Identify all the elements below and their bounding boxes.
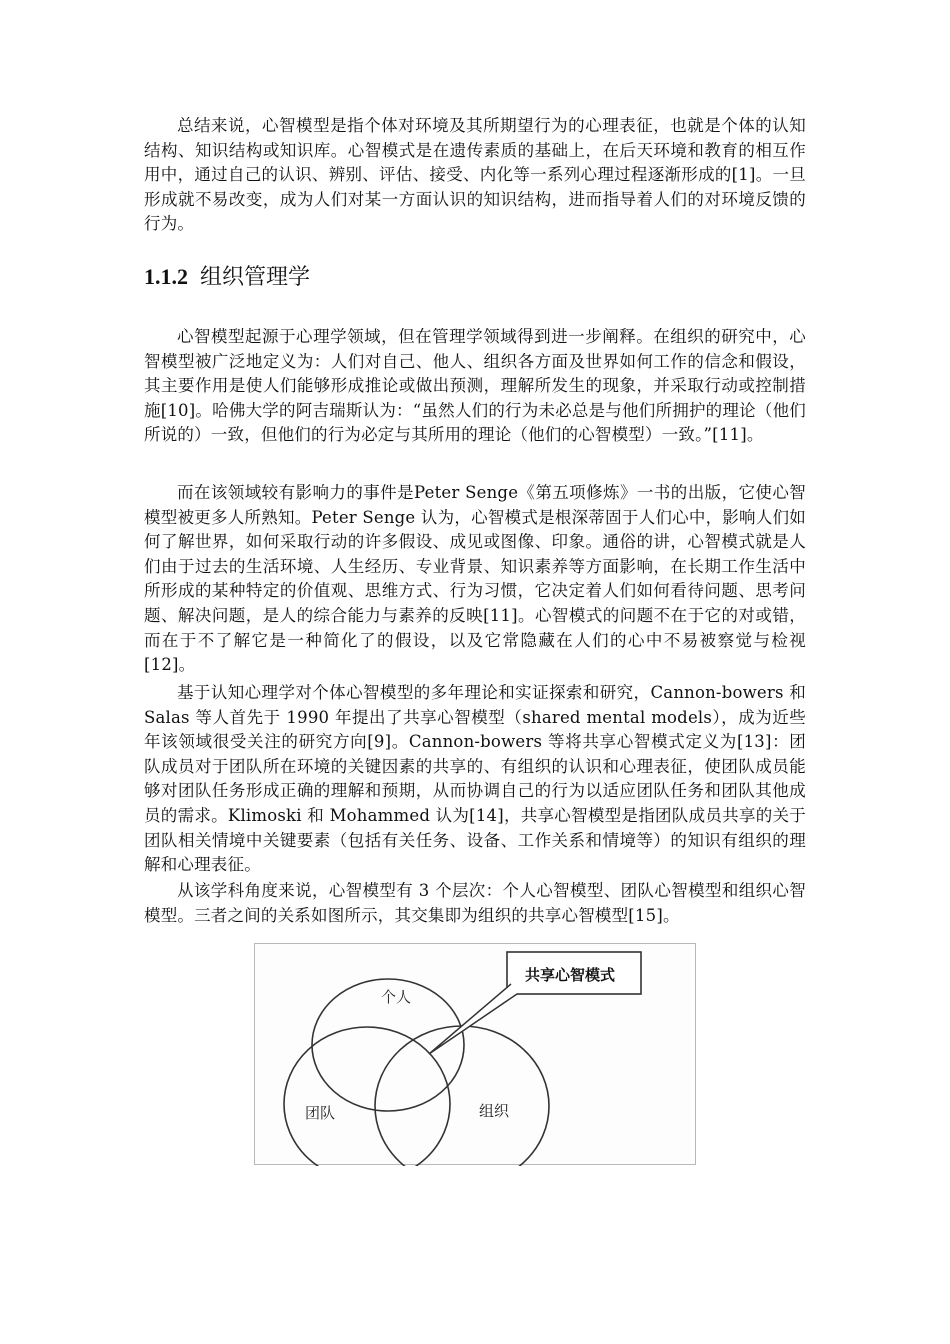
venn-figure [254,943,696,1165]
paragraph-summary: 总结来说，心智模型是指个体对环境及其所期望行为的心理表征，也就是个体的认知结构、知识结构或知识库。心智模式是在遗传素质的基础上，在后天环境和教育的相互作用中，通过自己的认识、辨别、评估、接受、内化等一系列心理过程逐渐形成的[1]。一旦形成就不易改变，成为人们对某一方面认识的知识结构，进而指导着人们的对环境反馈的行为。 [144,116,806,234]
paragraph-origin: 心智模型起源于心理学领域，但在管理学领域得到进一步阐释。在组织的研究中，心智模型被广泛地定义为：人们对自己、他人、组织各方面及世界如何工作的信念和假设，其主要作用是使人们能够形成推论或做出预测，理解所发生的现象，并采取行动或控制措施[10]。哈佛大学的阿吉瑞斯认为：“虽然人们的行为未必总是与他们所拥护的理论（他们所说的）一致，但他们的行为必定与其所用的理论（他们的心智模型）一致。”[11]。 [144,327,806,445]
circle-org [375,1026,549,1166]
paragraph-three-levels: 从该学科角度来说，心智模型有 3 个层次：个人心智模型、团队心智模型和组织心智模型。三者之间的关系如图所示，其交集即为组织的共享心智模型[15]。 [144,881,806,925]
label-org: 组织 [479,1102,510,1120]
paragraph-shared-model: 基于认知心理学对个体心智模型的多年理论和实证探索和研究，Cannon-bowers 和 Salas 等人首先于 1990 年提出了共享心智模型（shared mental models），成为近些年该领域很受关注的研究方向[9]。Cannon-bowers 等将共享心智模式定义为[13]：团队成员对于团队所在环境的关键因素的共享的、有组织的认识和心理表征，使团队成员能够对团队任务形成正确的理解和预期，从而协调自己的行为以适应团队任务和团队其他成员的需求。Klimoski 和 Mohammed 认为[14]，共享心智模型是指团队成员共享的关于团队相关情境中关键要素（包括有关任务、设备、工作关系和情境等）的知识有组织的理解和心理表征。 [144,683,806,875]
callout-label: 共享心智模式 [525,966,616,984]
label-team: 团队 [305,1104,336,1122]
paragraph-senge: 而在该领域较有影响力的事件是Peter Senge《第五项修炼》一书的出版，它使心智模型被更多人所熟知。Peter Senge 认为，心智模式是根深蒂固于人们心中，影响人们如何了解世界，如何采取行动的许多假设、成见或图像、印象。通俗的讲，心智模式就是人们由于过去的生活环境、人生经历、专业背景、知识素养等方面影响，在长期工作生活中所形成的某种特定的价值观、思维方式、行为习惯，它决定着人们如何看待问题、思考问题、解决问题，是人的综合能力与素养的反映[11]。心智模式的问题不在于它的对或错，而在于不了解它是一种简化了的假设，以及它常隐藏在人们的心中不易被察觉与检视 [12]。 [144,483,806,675]
circle-team [284,1027,450,1166]
section-number: 1.1.2 [144,264,188,289]
section-heading [144,262,310,293]
venn-diagram [255,944,697,1166]
section-title: 组织管理学 [200,265,311,290]
callout-pointer [429,984,517,1054]
label-individual: 个人 [381,988,412,1006]
